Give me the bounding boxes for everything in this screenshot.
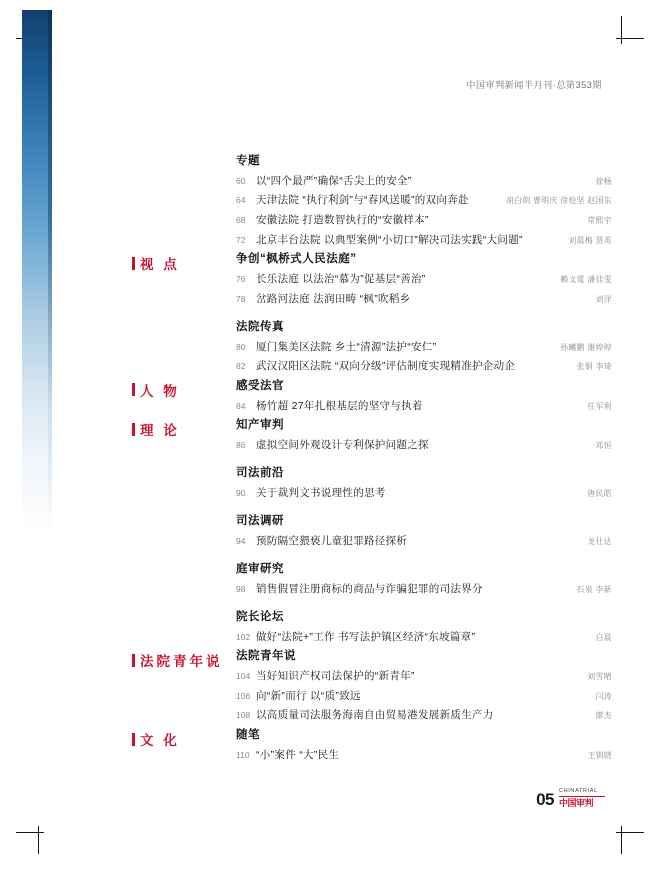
toc-entry-page: 78	[236, 293, 246, 304]
toc-entry-author: 刘雪晴	[587, 672, 612, 682]
toc-entry-page: 82	[236, 361, 246, 372]
brand-english-name: CHINATRIAL	[559, 788, 598, 795]
toc-column-label: 文 化	[140, 733, 180, 749]
toc-entry-author: 常熙宇	[587, 216, 612, 226]
toc-section	[132, 419, 612, 644]
toc-column-header	[132, 419, 236, 439]
toc-group	[236, 253, 612, 306]
toc-group	[236, 155, 612, 247]
toc-entry[interactable]	[236, 535, 612, 548]
toc-entry-author: 龙仕达	[587, 536, 612, 546]
toc-entry-author: 胡白朗 曹明庆 徐桧坚 赵国东	[505, 196, 612, 206]
toc-group	[236, 650, 612, 722]
toc-entry-page: 110	[236, 749, 250, 760]
toc-column-label: 法院青年说	[140, 654, 223, 670]
toc-column-header	[132, 253, 236, 273]
toc-entry-page: 104	[236, 671, 251, 682]
toc-entry[interactable]	[236, 439, 612, 452]
toc-entry[interactable]	[236, 709, 612, 722]
page-number: 05	[536, 790, 554, 809]
toc-group	[236, 563, 612, 596]
toc-entry-page: 84	[236, 400, 246, 411]
brand-chinese-name: 中国审判	[559, 798, 594, 808]
toc-entry-page: 94	[236, 535, 246, 546]
red-tick-icon	[132, 733, 135, 746]
toc-entry-author: 刘洋	[595, 294, 612, 304]
toc-group-title: 感受法官	[236, 379, 284, 392]
toc-entry[interactable]	[236, 583, 612, 596]
toc-entry-author: 张娟 李琦	[576, 362, 612, 372]
toc-group-title: 司法调研	[236, 515, 284, 528]
toc-entry-author: 邓恒	[595, 441, 612, 451]
toc-group-title: 知产审判	[236, 419, 284, 432]
toc-entry-page: 98	[236, 583, 246, 594]
toc-column-header	[132, 729, 236, 749]
decorative-gradient-bar-thin	[48, 10, 52, 535]
toc-entry-author: 孙曦鹏 谢婷婷	[560, 342, 612, 352]
toc-entry-title[interactable]: 销售假冒注册商标的商品与诈骗犯罪的司法界分	[256, 582, 483, 595]
toc-entry-author: 廖杰	[595, 711, 612, 721]
toc-entry[interactable]	[236, 175, 612, 188]
toc-group	[236, 467, 612, 500]
toc-column-label: 理 论	[140, 423, 180, 439]
toc-column-label: 人 物	[140, 383, 180, 399]
toc-entry-page: 76	[236, 274, 246, 285]
page-footer	[536, 789, 605, 808]
toc-entry-page: 90	[236, 488, 246, 499]
toc-column-header	[132, 650, 236, 670]
toc-entry-title[interactable]: 以“四个最严”确保“舌尖上的安全”	[256, 174, 412, 187]
toc-entry[interactable]	[236, 214, 612, 227]
toc-entry-author: 唐民皓	[587, 489, 612, 499]
toc-entry-page: 108	[236, 710, 251, 721]
table-of-contents	[132, 155, 612, 769]
toc-entry-page: 64	[236, 195, 246, 206]
running-header: 中国审判新闻半月刊·总第353期	[466, 80, 602, 90]
toc-group-title: 院长论坛	[236, 611, 284, 623]
toc-group	[236, 611, 612, 644]
toc-entry[interactable]	[236, 293, 612, 306]
toc-group	[236, 380, 612, 413]
red-tick-icon	[132, 383, 135, 396]
toc-group	[236, 419, 612, 452]
toc-entry-author: 刘晨梅 贾英	[568, 235, 612, 245]
toc-entry[interactable]	[236, 631, 612, 644]
toc-entry-title[interactable]: 做好“法院+”工作 书写法护镇区经济“东坡篇章”	[256, 630, 476, 643]
toc-group	[236, 729, 612, 762]
magazine-logo	[559, 789, 605, 808]
toc-entry-title[interactable]: “小”案件 “大”民生	[256, 748, 340, 761]
toc-entry-page: 72	[236, 234, 246, 245]
toc-entry-page: 80	[236, 341, 246, 352]
brand-rule	[559, 796, 605, 797]
toc-entry-title[interactable]: 虚拟空间外观设计专利保护问题之探	[256, 439, 429, 452]
toc-group-title: 法院传真	[236, 320, 284, 333]
toc-entry-title[interactable]: 向“新”而行 以“质”致远	[256, 689, 361, 702]
red-tick-icon	[132, 257, 135, 270]
toc-group	[236, 515, 612, 548]
toc-entry[interactable]	[236, 194, 612, 207]
toc-entry-page: 68	[236, 215, 246, 226]
toc-entry[interactable]	[236, 749, 612, 762]
toc-entry-author: 白晨	[595, 632, 612, 642]
toc-column-header	[132, 380, 236, 400]
decorative-gradient-bar	[22, 10, 48, 535]
toc-entry[interactable]	[236, 690, 612, 703]
toc-group-title: 随笔	[236, 729, 260, 742]
toc-entry-title[interactable]: 北京丰台法院 以典型案例“小切口”解决司法实践“大问题”	[256, 233, 523, 246]
toc-group-title: 司法前沿	[236, 467, 284, 480]
toc-entry-author: 闫涛	[595, 691, 612, 701]
toc-entry-page: 60	[236, 175, 246, 186]
toc-entry-page: 86	[236, 440, 246, 451]
toc-section	[132, 253, 612, 373]
toc-group-title: 专题	[236, 155, 260, 167]
toc-entry-title[interactable]: 当好知识产权司法保护的“新青年”	[256, 670, 415, 683]
toc-entry[interactable]	[236, 360, 612, 373]
toc-group-title: 庭审研究	[236, 563, 284, 576]
toc-entry-page: 102	[236, 631, 251, 642]
toc-entry-author: 徐畅	[595, 176, 612, 186]
toc-entry-title[interactable]: 安徽法院 打造数智执行的“安徽样本”	[256, 214, 429, 227]
toc-entry[interactable]	[236, 341, 612, 354]
toc-entry-page: 106	[236, 690, 251, 701]
toc-group-title: 争创“枫桥式人民法庭”	[236, 253, 357, 266]
toc-entry-author: 王钏晓	[587, 750, 612, 760]
toc-entry[interactable]	[236, 234, 612, 247]
toc-entry-title[interactable]: 武汉汉阳区法院 “双向分级”评估制度实现精准护企动企	[256, 360, 516, 373]
toc-group	[236, 321, 612, 374]
toc-entry-author: 赖文霆 潘佳雯	[560, 275, 612, 285]
toc-section	[132, 650, 612, 722]
toc-entry-title[interactable]: 天津法院 “执行利剑”与“春风送暖”的双向奔赴	[256, 194, 469, 207]
toc-section	[132, 155, 612, 247]
toc-entry[interactable]	[236, 487, 612, 500]
toc-entry-title[interactable]: 杨竹超 27年扎根基层的坚守与执着	[256, 399, 423, 412]
toc-entry-title[interactable]: 以高质量司法服务海南自由贸易港发展新质生产力	[256, 709, 494, 722]
toc-entry-title[interactable]: 岔路河法庭 法润田畴 “枫”吹稻乡	[256, 292, 411, 305]
toc-entry[interactable]	[236, 273, 612, 286]
toc-entry-author: 石泉 李新	[576, 584, 612, 594]
toc-column-label: 视 点	[140, 257, 180, 273]
toc-section	[132, 729, 612, 762]
toc-section	[132, 380, 612, 413]
toc-group-title: 法院青年说	[236, 650, 296, 663]
toc-entry-title[interactable]: 预防隔空猥亵儿童犯罪路径探析	[256, 534, 408, 547]
red-tick-icon	[132, 423, 135, 436]
toc-entry-title[interactable]: 厦门集美区法院 乡土“清源”法护“安仁”	[256, 340, 437, 353]
toc-entry-title[interactable]: 长乐法庭 以法治“慕为”促基层“善治”	[256, 273, 426, 286]
toc-entry-title[interactable]: 关于裁判文书说理性的思考	[256, 487, 386, 500]
red-tick-icon	[132, 654, 135, 667]
toc-entry[interactable]	[236, 400, 612, 413]
toc-entry[interactable]	[236, 670, 612, 683]
toc-entry-author: 任军利	[587, 401, 612, 411]
